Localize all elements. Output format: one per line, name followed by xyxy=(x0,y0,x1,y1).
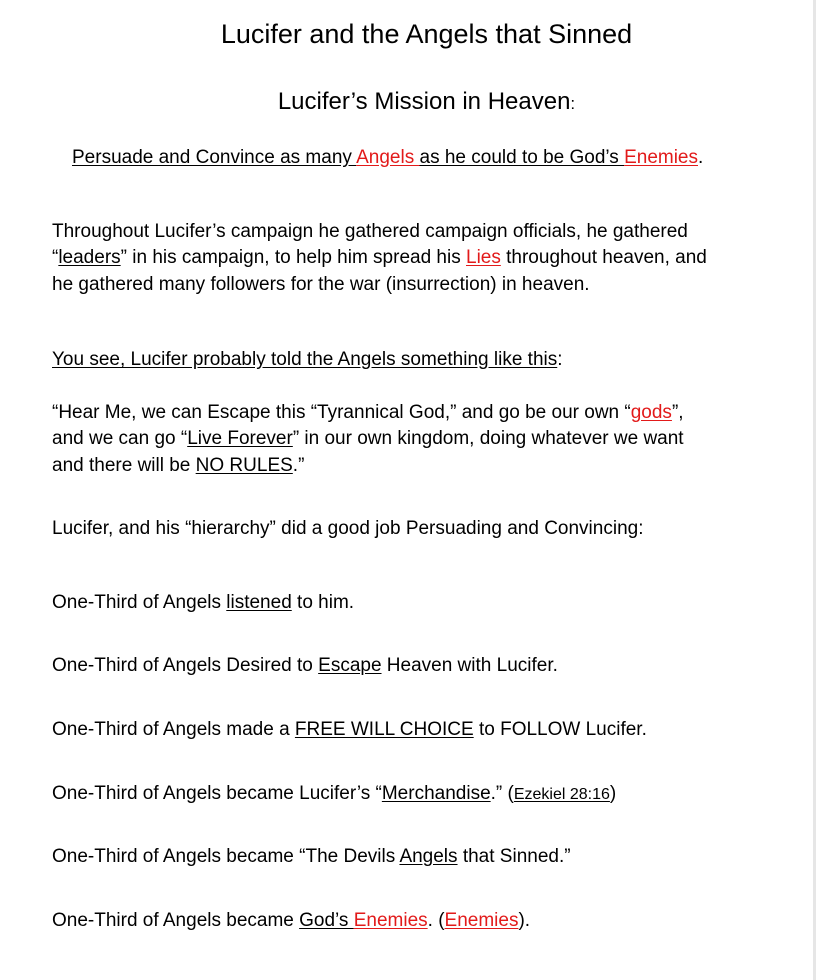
point-1-underlined: listened xyxy=(226,592,292,613)
point-free-will xyxy=(52,717,647,743)
point-5-underlined: Angels xyxy=(399,846,458,867)
campaign-line-1: Throughout Lucifer’s campaign he gathered campaign officials, he gathered xyxy=(52,221,688,242)
point-devils-angels xyxy=(52,844,571,870)
mission-enemies: Enemies xyxy=(624,147,698,168)
you-see-text: You see, Lucifer probably told the Angels something like this xyxy=(52,349,558,370)
point-4-underlined: Merchandise xyxy=(381,783,491,804)
point-3-end: to FOLLOW Lucifer. xyxy=(473,719,647,740)
mission-part-1: Persuade and Convince as many xyxy=(72,147,357,168)
quote-gods: gods xyxy=(630,402,672,423)
quote-line-2 xyxy=(52,426,684,452)
point-6-end: ). xyxy=(518,910,531,931)
quote-line-1-end: ”, xyxy=(671,402,684,423)
point-1-start: One-Third of Angels xyxy=(52,592,227,613)
hierarchy-line: Lucifer, and his “hierarchy” did a good job Persuading and Convincing: xyxy=(52,518,644,539)
point-4-start: One-Third of Angels became Lucifer’s “ xyxy=(52,783,382,804)
point-4-mid: .” ( xyxy=(490,783,514,804)
point-6-start: One-Third of Angels became xyxy=(52,910,300,931)
point-1-end: to him. xyxy=(291,592,355,613)
point-3-underlined: FREE WILL CHOICE xyxy=(294,719,474,740)
point-6-enemies: Enemies xyxy=(353,910,428,931)
mission-statement xyxy=(72,145,703,171)
you-see-line xyxy=(52,347,563,373)
subtitle-text: Lucifer’s Mission in Heaven xyxy=(277,88,571,115)
quote-line-1 xyxy=(52,400,684,426)
mission-end: . xyxy=(698,147,704,168)
document-title: Lucifer and the Angels that Sinned xyxy=(220,19,633,49)
point-listened xyxy=(52,590,354,616)
you-see-colon: : xyxy=(557,349,563,370)
quote-line-1-start: “Hear Me, we can Escape this “Tyrannical God,” and go be our own “ xyxy=(52,402,631,423)
point-3-start: One-Third of Angels made a xyxy=(52,719,295,740)
campaign-line-3: he gathered many followers for the war (insurrection) in heaven. xyxy=(52,274,590,295)
section-subtitle xyxy=(0,87,816,119)
quote-line-2-end: ” in our own kingdom, doing whatever we want xyxy=(292,428,684,449)
campaign-open-quote: “ xyxy=(52,247,59,268)
point-5-start: One-Third of Angels became “The Devils xyxy=(52,846,400,867)
point-4-end: ) xyxy=(609,783,617,804)
campaign-line-2-end: throughout heaven, and xyxy=(500,247,707,268)
quote-live-forever: Live Forever xyxy=(187,428,293,449)
point-2-end: Heaven with Lucifer. xyxy=(381,655,558,676)
subtitle-colon: : xyxy=(570,94,576,113)
mission-part-2: as he could to be God’s xyxy=(419,147,625,168)
campaign-line-2-mid: ” in his campaign, to help him spread his xyxy=(120,247,466,268)
point-gods-enemies xyxy=(52,908,530,934)
point-6-mid: . ( xyxy=(427,910,445,931)
campaign-lies: Lies xyxy=(466,247,501,268)
point-2-start: One-Third of Angels Desired to xyxy=(52,655,319,676)
scripture-reference: Ezekiel 28:16 xyxy=(513,786,610,803)
campaign-leaders: leaders xyxy=(58,247,121,268)
mission-angels: Angels xyxy=(356,147,420,168)
quote-line-3-end: .” xyxy=(292,455,305,476)
point-6-enemies-2: Enemies xyxy=(444,910,519,931)
point-6-underlined: God’s xyxy=(299,910,354,931)
point-merchandise xyxy=(52,781,616,808)
point-5-end: that Sinned.” xyxy=(457,846,571,867)
point-2-underlined: Escape xyxy=(318,655,382,676)
quote-line-2-start: and we can go “ xyxy=(52,428,188,449)
quote-line-3-start: and there will be xyxy=(52,455,196,476)
campaign-line-2 xyxy=(52,245,707,271)
quote-no-rules: NO RULES xyxy=(195,455,293,476)
quote-line-3 xyxy=(52,453,304,479)
point-escape xyxy=(52,653,558,679)
